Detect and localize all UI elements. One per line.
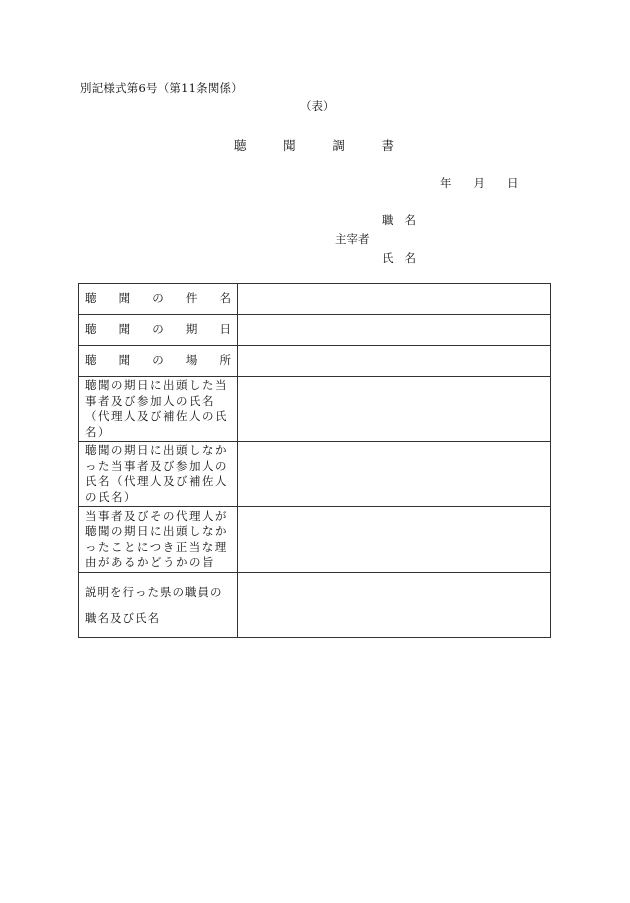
label-char: 日 <box>219 322 231 337</box>
label-char: 聴 <box>85 291 97 306</box>
justification-field[interactable] <box>238 507 551 573</box>
title-char: 聞 <box>283 138 296 153</box>
document-title <box>234 136 394 154</box>
table-row <box>79 284 551 315</box>
row-label-hearing-place <box>79 346 238 377</box>
label-char: の <box>152 353 164 368</box>
position-label: 職名 <box>382 213 427 227</box>
date-line <box>440 175 519 191</box>
label-char: 所 <box>219 353 231 368</box>
label-char: 聴 <box>85 322 97 337</box>
label-char: 聞 <box>118 291 131 306</box>
table-row <box>79 346 551 377</box>
title-char: 書 <box>381 138 394 153</box>
front-side-label: （表） <box>300 99 335 113</box>
table-row <box>79 573 551 638</box>
attendees-field[interactable] <box>238 377 551 442</box>
hearing-date-field[interactable] <box>238 315 551 346</box>
label-char: の <box>152 322 164 337</box>
table-row <box>79 442 551 507</box>
label-char: 期 <box>185 322 198 337</box>
row-label-explaining-official: 説明を行った県の職員の職名及び氏名 <box>79 573 238 638</box>
row-label-absentees: 聴聞の期日に出頭しなかった当事者及び参加人の氏名（代理人及び補佐人の氏名） <box>79 442 238 507</box>
presiding-officer-label: 主宰者 <box>335 232 370 246</box>
date-month-label: 月 <box>473 176 485 190</box>
date-day-label: 日 <box>507 176 519 190</box>
row-label-hearing-date <box>79 315 238 346</box>
label-char: 場 <box>185 353 198 368</box>
label-char: 聞 <box>118 353 131 368</box>
table-row <box>79 315 551 346</box>
explaining-official-field[interactable] <box>238 573 551 638</box>
table-row <box>79 377 551 442</box>
title-char: 聴 <box>234 138 247 153</box>
row-label-attendees: 聴聞の期日に出頭した当事者及び参加人の氏名（代理人及び補佐人の氏名） <box>79 377 238 442</box>
name-label: 氏名 <box>382 251 427 265</box>
hearing-record-table <box>78 283 551 638</box>
date-year-label: 年 <box>440 176 452 190</box>
absentees-field[interactable] <box>238 442 551 507</box>
form-number-label: 別記様式第6号（第11条関係） <box>80 81 243 95</box>
label-char: 名 <box>219 291 231 306</box>
label-char: 聴 <box>85 353 97 368</box>
row-label-justification: 当事者及びその代理人が聴聞の期日に出頭しなかったことにつき正当な理由があるかどうかの旨 <box>79 507 238 573</box>
hearing-place-field[interactable] <box>238 346 551 377</box>
label-char: 聞 <box>118 322 131 337</box>
label-char: の <box>152 291 164 306</box>
title-char: 調 <box>332 138 345 153</box>
table-row <box>79 507 551 573</box>
row-label-case-name <box>79 284 238 315</box>
label-char: 件 <box>185 291 198 306</box>
case-name-field[interactable] <box>238 284 551 315</box>
